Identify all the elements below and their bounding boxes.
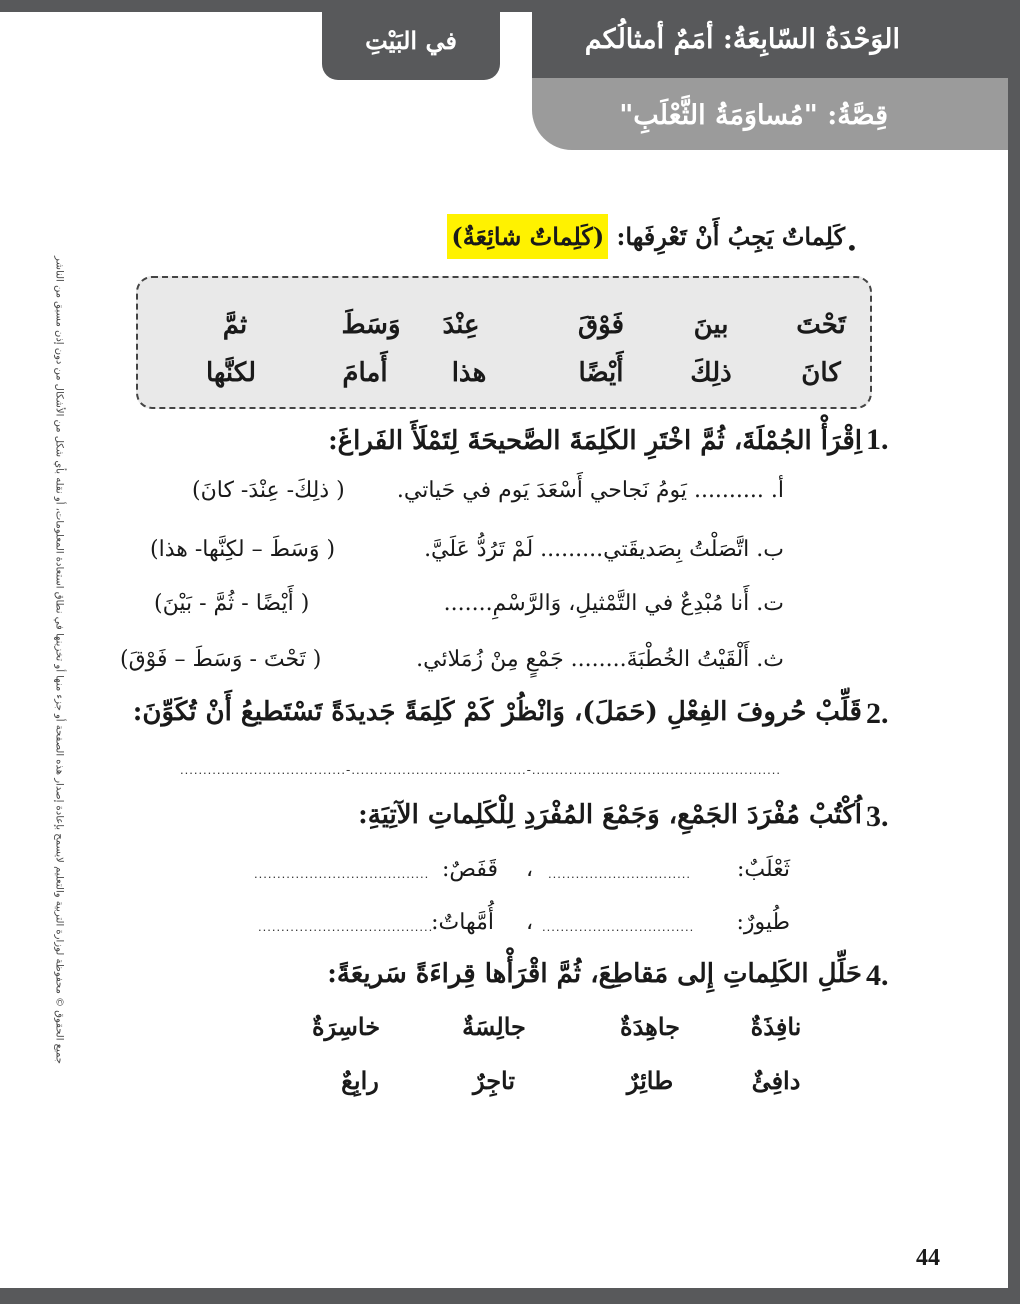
word-item: هذا [451, 358, 487, 388]
page-number: 44 [916, 1245, 940, 1271]
q1-sentence-a: أ. .......... يَومُ نَجاحي أَسْعَدَ يَوم في حَياتي. [396, 478, 784, 503]
q1-options-a: ( ذلِكَ- عِنْدَ- كانَ) [192, 478, 345, 503]
q1-sentence-d: ث. أَلْقَيْتُ الخُطْبَةَ........ جَمْعٍ مِنْ زُمَلائي. [416, 647, 784, 672]
syllable-word: جاهِدَةٌ [620, 1012, 680, 1041]
bottom-border [0, 1288, 1020, 1304]
q1-sentence-b: ب. اتَّصَلْتُ بِصَديقَتي......... لَمْ تَرُدُّ عَلَيَّ. [424, 537, 784, 562]
question-1-heading: اِقْرَأْ الجُمْلَةَ، ثُمَّ اخْتَرِ الكَلِمَةَ الصَّحيحَةَ لِتَمْلَأَ الفَراغَ: [328, 426, 862, 456]
syllable-word: خاسِرَةٌ [311, 1012, 381, 1041]
word-item: لكنَّها [205, 358, 257, 388]
q3-separator: ، [526, 857, 534, 882]
story-title: قِصَّةُ: "مُساوَمَةُ الثَّعْلَبِ" [619, 100, 888, 131]
home-tab-label: في البَيْتِ [365, 26, 457, 55]
word-item: عِنْدَ [442, 310, 480, 340]
top-border [0, 0, 1020, 12]
syllable-word: نافِذَةٌ [750, 1012, 802, 1041]
q3-word-birds: طُيورٌ: [736, 910, 790, 935]
q1-options-b: ( وَسَطَ – لكِنَّها- هذا) [150, 537, 336, 562]
question-4-heading: حَلِّلِ الكَلِماتِ إِلى مَقاطِعَ، ثُمَّ اقْرَأْها قِراءَةً سَريعَةً: [327, 959, 862, 989]
q3-blank-mothers[interactable]: ...................................... [258, 919, 434, 934]
syllable-word: دافِئٌ [751, 1066, 801, 1095]
common-words-highlight: (كَلِماتٌ شائِعَةٌ) [447, 214, 608, 259]
common-words-box [136, 276, 872, 409]
question-1-number: 1. [866, 423, 889, 456]
question-2-number: 2. [866, 697, 889, 730]
copyright-text: جميع الحقوق © محفوظة لوزارة التربية والتعليم لايسمح بإعادة إصدار هذه الصفحة أو جزء منها أو تخزينها في نطاق استعادة المعلومات، أو نقله بأي شكل من الأشكال من دون إذن مسبق من الناشر [53, 256, 65, 1064]
q3-blank-fox[interactable]: ............................... [548, 866, 691, 881]
q1-options-c: ( أَيْضًا - ثُمَّ - بَيْنَ) [154, 591, 310, 616]
word-item: أَيْضًا [578, 358, 624, 388]
word-item: بينَ [693, 310, 729, 340]
q3-word-cage: قَفَصٌ: [441, 857, 498, 882]
q3-blank-cage[interactable]: ...................................... [254, 866, 430, 881]
word-item: ثمَّ [222, 310, 248, 340]
unit-title: الوَحْدَةُ السّابِعَةُ: أمَمٌ أمثالُكم [584, 24, 900, 55]
syllable-word: رابِعٌ [341, 1066, 379, 1095]
word-item: تَحْتَ [796, 310, 846, 340]
word-item: كانَ [801, 358, 841, 388]
question-3-number: 3. [866, 800, 889, 833]
question-4-number: 4. [866, 959, 889, 992]
word-item: وَسَطَ [341, 310, 401, 340]
q3-separator: ، [526, 910, 534, 935]
q1-options-d: ( تَحْتَ - وَسَطَ – فَوْقَ) [120, 647, 322, 672]
word-item: فَوْقَ [577, 310, 625, 340]
question-2-heading: قَلِّبْ حُروفَ الفِعْلِ (حَمَلَ)، وَانْظُرْ كَمْ كَلِمَةً جَديدَةً تَسْتَطيعُ أَنْ تُكَوِّنَ: [132, 697, 862, 727]
word-item: ذلِكَ [690, 358, 732, 388]
syllable-word: طائِرٌ [626, 1066, 674, 1095]
q2-answer-line[interactable]: ....................................-......................................-...................................................... [180, 762, 781, 777]
syllable-word: جالِسَةٌ [462, 1012, 526, 1041]
question-3-heading: اُكْتُبْ مُفْرَدَ الجَمْعِ، وَجَمْعَ المُفْرَدِ لِلْكَلِماتِ الآتِيَةِ: [358, 800, 862, 830]
common-words-heading-text: كَلِماتٌ يَجِبُ أَنْ تَعْرِفَها: [616, 222, 845, 251]
copyright-side-note [53, 256, 65, 1064]
right-border [1008, 0, 1020, 1304]
q3-word-fox: ثَعْلَبٌ: [736, 857, 790, 882]
bullet-icon: • [846, 236, 858, 260]
q3-blank-birds[interactable]: ................................. [542, 919, 695, 934]
syllable-word: تاجِرٌ [472, 1066, 516, 1095]
word-item: أَمامَ [342, 358, 388, 388]
q1-sentence-c: ت. أَنا مُبْدِعٌ في التَّمْثيلِ، وَالرَّسْمِ....... [443, 591, 784, 616]
q3-word-mothers: أُمَّهاتٌ: [431, 910, 494, 935]
common-words-heading [447, 222, 845, 251]
